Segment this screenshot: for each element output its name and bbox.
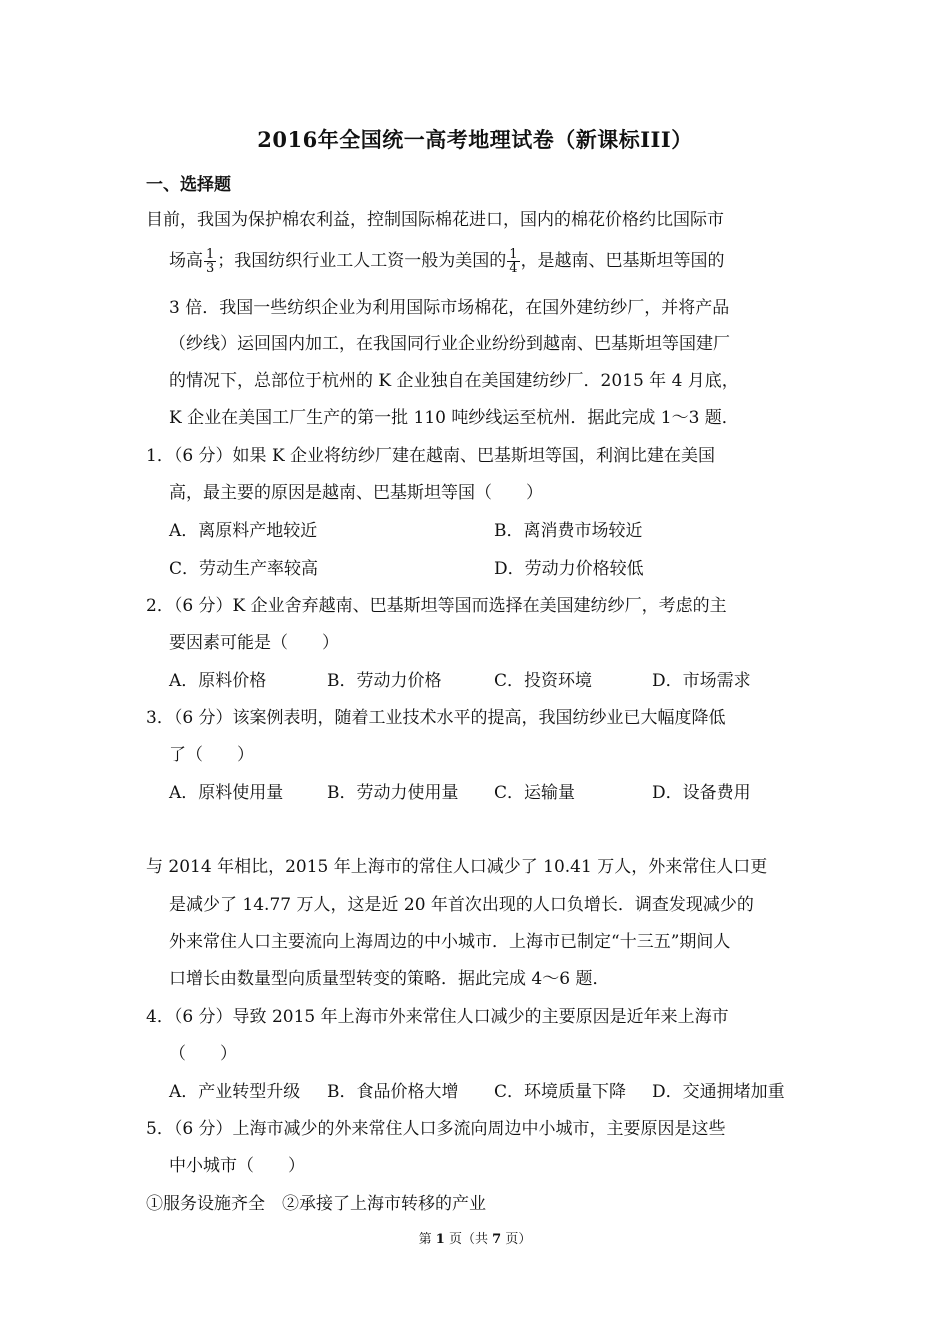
passage1-line-4: （纱线）运回国内加工，在我国同行业企业纷纷到越南、巴基斯坦等国建厂 — [169, 334, 730, 354]
question-4-option-a: A．产业转型升级 — [169, 1082, 301, 1102]
question-2-stem-cont: 要因素可能是（ ） — [169, 633, 339, 653]
passage1-line-5: 的情况下，总部位于杭州的 K 企业独自在美国建纺纱厂．2015 年 4 月底， — [169, 371, 739, 391]
passage2-line-4: 口增长由数量型向质量型转变的策略．据此完成 4～6 题． — [169, 969, 610, 989]
passage1-text: 场高 — [169, 251, 203, 271]
question-3-option-c: C．运输量 — [494, 783, 576, 803]
passage2-line-2: 是减少了 14.77 万人，这是近 20 年首次出现的人口负增长．调查发现减少的 — [169, 895, 754, 915]
question-1-stem-cont: 高，最主要的原因是越南、巴基斯坦等国（ ） — [169, 483, 543, 503]
section-title: 一、选择题 — [146, 175, 231, 195]
question-5-items: ①服务设施齐全 ②承接了上海市转移的产业 — [146, 1194, 486, 1214]
question-1-stem: 1．（6 分）如果 K 企业将纺纱厂建在越南、巴基斯坦等国，利润比建在美国 — [146, 446, 716, 466]
question-4-stem-cont: （ ） — [169, 1044, 237, 1064]
question-4-option-b: B．食品价格大增 — [327, 1082, 459, 1102]
question-1-option-b: B．离消费市场较近 — [494, 521, 643, 541]
question-4-option-d: D．交通拥堵加重 — [652, 1082, 785, 1102]
question-2-stem: 2．（6 分）K 企业舍弃越南、巴基斯坦等国而选择在美国建纺纱厂，考虑的主 — [146, 596, 727, 616]
question-3-stem: 3．（6 分）该案例表明，随着工业技术水平的提高，我国纺纱业已大幅度降低 — [146, 708, 726, 728]
question-2-option-a: A．原料价格 — [169, 671, 267, 691]
fraction-one-third: $\frac{1}{3}$ — [206, 247, 215, 276]
question-1-option-d: D．劳动力价格较低 — [494, 559, 644, 579]
question-5-stem: 5．（6 分）上海市减少的外来常住人口多流向周边中小城市，主要原因是这些 — [146, 1119, 726, 1139]
question-2-option-b: B．劳动力价格 — [327, 671, 442, 691]
page-total: 7 — [492, 1232, 502, 1247]
passage2-line-3: 外来常住人口主要流向上海周边的中小城市．上海市已制定“十三五”期间人 — [169, 932, 731, 952]
question-2-option-c: C．投资环境 — [494, 671, 593, 691]
passage1-line-2 — [169, 248, 725, 275]
question-3-stem-cont: 了（ ） — [169, 745, 254, 765]
question-4-option-c: C．环境质量下降 — [494, 1082, 627, 1102]
question-3-option-a: A．原料使用量 — [169, 783, 284, 803]
question-1-option-c: C．劳动生产率较高 — [169, 559, 319, 579]
passage2-line-1: 与 2014 年相比，2015 年上海市的常住人口减少了 10.41 万人，外来常住人口更 — [146, 857, 768, 877]
page-footer: 第 1 页（共 7 页） — [418, 1232, 532, 1247]
question-1-option-a: A．离原料产地较近 — [169, 521, 318, 541]
passage1-text: ；我国纺织行业工人工资一般为美国的 — [217, 251, 507, 271]
question-5-stem-cont: 中小城市（ ） — [169, 1156, 305, 1176]
passage1-line-6: K 企业在美国工厂生产的第一批 110 吨纱线运至杭州．据此完成 1～3 题． — [169, 408, 739, 428]
page-number: 1 — [435, 1232, 445, 1247]
question-2-option-d: D．市场需求 — [652, 671, 751, 691]
page-title: 2016年全国统一高考地理试卷（新课标III） — [257, 127, 693, 152]
question-3-option-d: D．设备费用 — [652, 783, 751, 803]
passage1-line-3: 3 倍．我国一些纺织企业为利用国际市场棉花，在国外建纺纱厂，并将产品 — [169, 298, 730, 318]
question-3-option-b: B．劳动力使用量 — [327, 783, 459, 803]
fraction-one-quarter: $\frac{1}{4}$ — [509, 247, 518, 276]
passage1-line-1: 目前，我国为保护棉农利益，控制国际棉花进口，国内的棉花价格约比国际市 — [146, 210, 724, 230]
question-4-stem: 4．（6 分）导致 2015 年上海市外来常住人口减少的主要原因是近年来上海市 — [146, 1007, 729, 1027]
passage1-text: ，是越南、巴基斯坦等国的 — [520, 251, 725, 271]
